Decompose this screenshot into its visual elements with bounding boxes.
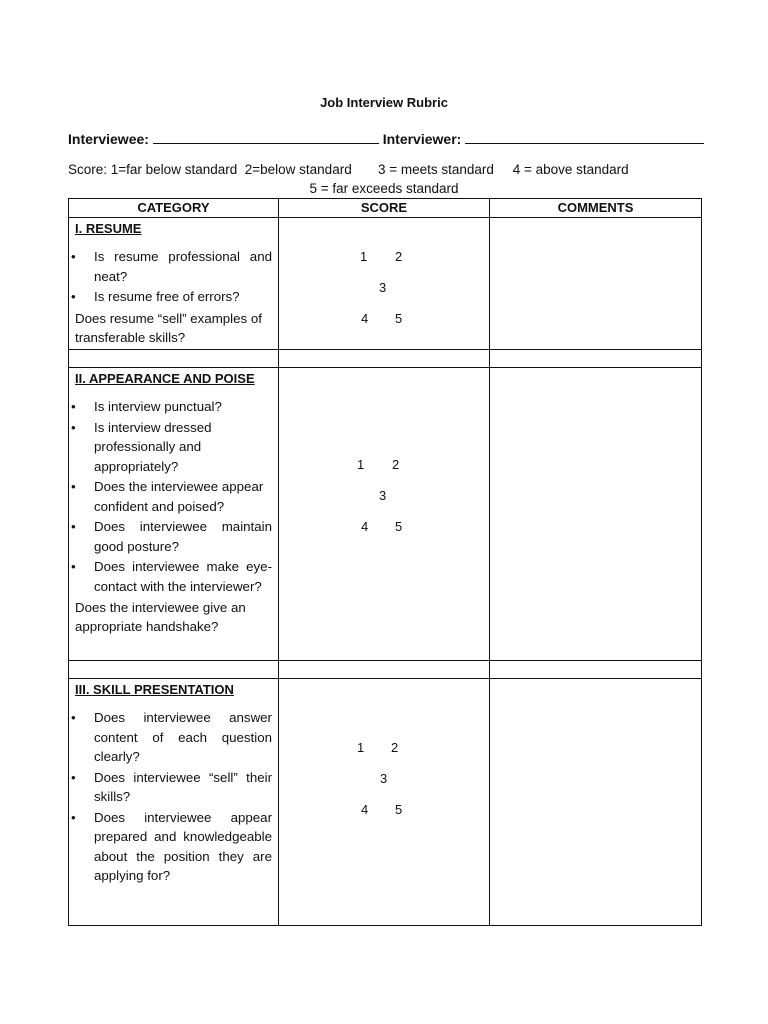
- legend-item-1: Score: 1=far below standard: [68, 162, 238, 177]
- score-option-5[interactable]: 5: [395, 802, 403, 817]
- score-option-1[interactable]: 1: [360, 249, 368, 264]
- table-row: [69, 679, 702, 926]
- score-option-2[interactable]: 2: [391, 740, 399, 755]
- score-option-1[interactable]: 1: [357, 457, 365, 472]
- score-option-1[interactable]: 1: [357, 740, 365, 755]
- score-option-3[interactable]: 3: [379, 488, 387, 503]
- score-option-2[interactable]: 2: [395, 249, 403, 264]
- list-item: • Does interviewee make eye-contact with the interviewer?: [69, 557, 278, 596]
- table-spacer-row: [69, 661, 702, 679]
- interviewer-blank-line[interactable]: [465, 131, 704, 144]
- score-option-5[interactable]: 5: [395, 519, 403, 534]
- score-option-5[interactable]: 5: [395, 311, 403, 326]
- category-cell: [69, 679, 279, 926]
- list-item: • Does interviewee answer content of each question clearly?: [69, 708, 278, 767]
- score-cell[interactable]: [279, 368, 490, 661]
- score-option-4[interactable]: 4: [361, 311, 369, 326]
- category-cell: [69, 368, 279, 661]
- score-legend-line-2: 5 = far exceeds standard: [309, 181, 459, 196]
- question-list: [69, 708, 278, 886]
- score-option-2[interactable]: 2: [392, 457, 400, 472]
- page-title: Job Interview Rubric: [320, 95, 448, 110]
- comments-cell[interactable]: [490, 679, 702, 926]
- legend-item-4: 4 = above standard: [512, 162, 629, 177]
- score-option-3[interactable]: 3: [379, 280, 387, 295]
- name-fields: [68, 131, 704, 147]
- interviewee-blank-line[interactable]: [153, 131, 379, 144]
- interviewer-label: Interviewer:: [382, 131, 462, 147]
- header-category: CATEGORY: [69, 199, 279, 218]
- score-option-4[interactable]: 4: [361, 802, 369, 817]
- question-note: Does resume “sell” examples of transferable skills?: [75, 310, 262, 345]
- section-heading: I. RESUME: [75, 221, 142, 236]
- list-item: • Is resume free of errors?: [69, 287, 278, 307]
- list-item: • Does interviewee “sell” their skills?: [69, 768, 278, 807]
- section-heading: II. APPEARANCE AND POISE: [75, 371, 255, 386]
- score-cell[interactable]: [279, 679, 490, 926]
- list-item: • Does interviewee appear prepared and knowledgeable about the position they are applying for?: [69, 808, 278, 886]
- question-list: [69, 397, 278, 596]
- list-item: • Is interview punctual?: [69, 397, 278, 417]
- score-cell[interactable]: [279, 218, 490, 350]
- list-item: • Is resume professional and neat?: [69, 247, 278, 286]
- table-spacer-row: [69, 350, 702, 368]
- header-comments: COMMENTS: [490, 199, 702, 218]
- legend-item-2: 2=below standard: [244, 162, 352, 177]
- rubric-table: [68, 198, 702, 926]
- table-row: [69, 368, 702, 661]
- question-note: Does the interviewee give an appropriate handshake?: [75, 600, 246, 634]
- score-option-3[interactable]: 3: [380, 771, 388, 786]
- table-row: [69, 218, 702, 350]
- list-item: • Does the interviewee appear confident and poised?: [69, 477, 278, 516]
- list-item: • Does interviewee maintain good posture?: [69, 517, 278, 556]
- comments-cell[interactable]: [490, 218, 702, 350]
- list-item: • Is interview dressed professionally and appropriately?: [69, 418, 278, 477]
- score-legend: [68, 162, 629, 177]
- question-list: [69, 247, 278, 307]
- score-option-4[interactable]: 4: [361, 519, 369, 534]
- header-score: SCORE: [279, 199, 490, 218]
- category-cell: [69, 218, 279, 350]
- comments-cell[interactable]: [490, 368, 702, 661]
- interviewee-label: Interviewee:: [68, 131, 149, 147]
- section-heading: III. SKILL PRESENTATION: [75, 682, 234, 697]
- table-header-row: [69, 199, 702, 218]
- legend-item-3: 3 = meets standard: [377, 162, 494, 177]
